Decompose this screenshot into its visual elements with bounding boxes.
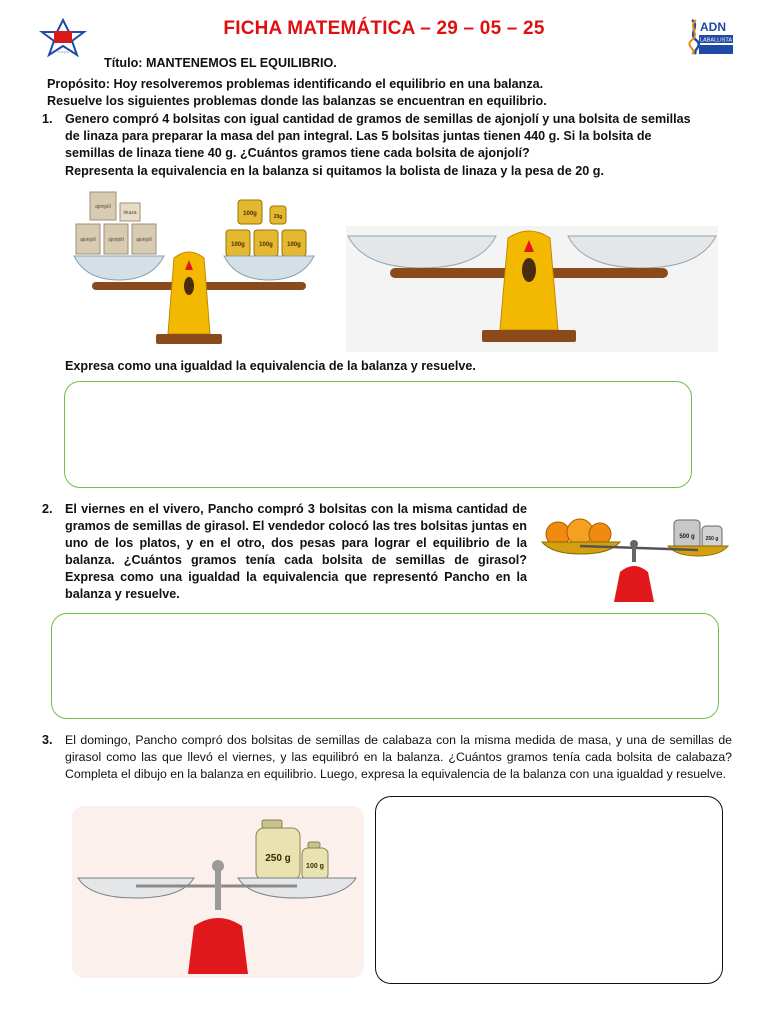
problem3-number: 3. (42, 733, 53, 747)
balance-problem3-image (72, 806, 364, 978)
adn-logo (686, 16, 734, 56)
problem2-text: El viernes en el vivero, Pancho compró 3 bolsitas con la misma cantidad de gramos de semillas de girasol. El vendedor colocó las tres bolsitas juntas en uno de los platos, y en el otro, dos pesas para lograr el equilibrio de la balanza. ¿Cuántos gramos tenía cada bolsita de semillas de girasol? Expresa como una igualdad la equivalencia que representó Pancho en la balanza y resuelve. (65, 502, 527, 601)
page-title: FICHA MATEMÁTICA – 29 – 05 – 25 (223, 18, 545, 39)
titulo-line: Título: MANTENEMOS EL EQUILIBRIO. (104, 56, 337, 70)
problem1-line-3: semillas de linaza tiene 40 g. ¿Cuántos gramos tiene cada bolsita de ajonjolí? (65, 146, 530, 160)
weight-label-4: 100g (259, 242, 273, 248)
problem3-text: El domingo, Pancho compró dos bolsitas de semillas de calabaza con la misma medida de masa, y una de semillas de girasol como las que llevó el viernes, y las equilibró en la balanza. ¿Cuántos gramos tenía cada bolsita de calabaza? Completa el dibujo en la balanza en equilibrio. Luego, expresa la equivalencia de la balanza con una igualdad y resuelve. (65, 733, 732, 781)
balance-problem2-image (540, 510, 730, 606)
balance-filled-image (72, 188, 334, 352)
problem1-line-1: Genero compró 4 bolsitas con igual cantidad de gramos de semillas de ajonjolí y una bolsita de semillas (65, 112, 691, 126)
problem1-line-2: de linaza para preparar la masa del pan integral. Las 5 bolsitas juntas tienen 440 g. Si la bolsita de (65, 129, 652, 143)
svg-text:~~~~: ~~~~ (57, 50, 69, 56)
balance-empty-image (346, 226, 718, 352)
bag-label-2: linaza (123, 210, 137, 216)
problem1-line-4: Representa la equivalencia en la balanza si quitamos la bolista de linaza y la pesa de 20 g. (65, 164, 604, 178)
problem1-prompt: Expresa como una igualdad la equivalencia de la balanza y resuelve. (65, 359, 476, 373)
instruccion-line: Resuelve los siguientes problemas donde las balanzas se encuentran en equilibrio. (47, 94, 547, 108)
p2-weight-label-2: 250 g (705, 536, 719, 542)
problem1-number: 1. (42, 112, 53, 126)
weight-label-3: 100g (231, 242, 245, 248)
adn-logo-sub: LABALLISTA (700, 37, 732, 44)
weight-label-5: 100g (287, 242, 301, 248)
p3-weight-label-1: 250 g (265, 853, 291, 864)
weight-label-1: 100g (243, 211, 257, 217)
adn-logo-text: ADN (700, 20, 726, 34)
p2-weight-label-1: 500 g (679, 534, 695, 540)
problem3-answer-box[interactable] (375, 796, 723, 984)
p3-weight-label-2: 100 g (306, 863, 324, 870)
proposito-line: Propósito: Hoy resolveremos problemas identificando el equilibrio en una balanza. (47, 77, 544, 91)
problem2-answer-box[interactable] (51, 613, 719, 719)
bag-label-1: ajonjolí (95, 204, 111, 210)
bag-label-5: ajonjolí (136, 237, 152, 243)
bag-label-3: ajonjolí (80, 237, 96, 243)
bag-label-4: ajonjolí (108, 237, 124, 243)
weight-label-2: 20g (273, 214, 283, 220)
problem2-number: 2. (42, 502, 53, 516)
problem1-answer-box[interactable] (64, 381, 692, 488)
